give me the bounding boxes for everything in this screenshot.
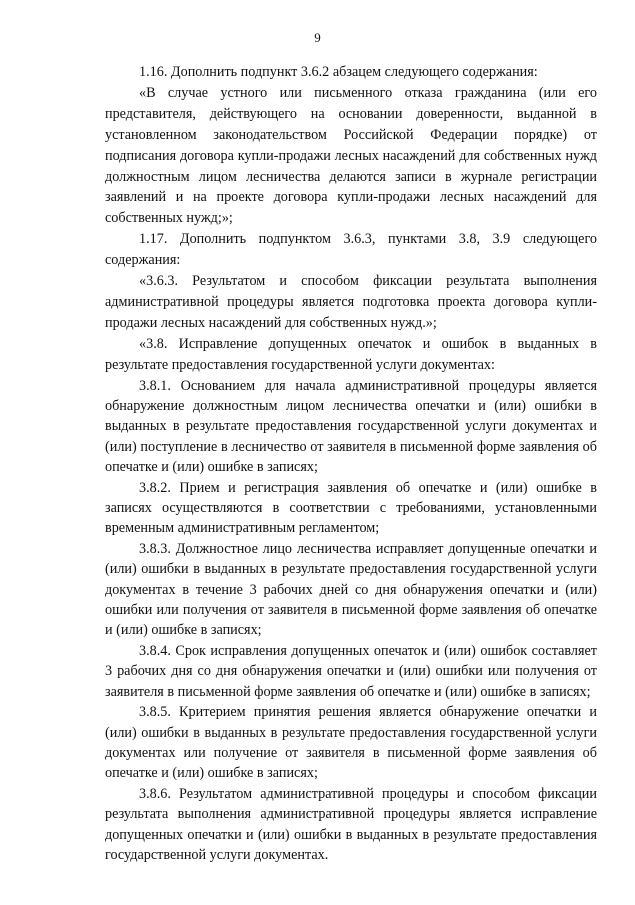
paragraph-3-8-6: 3.8.6. Результатом административной процедуры и способом фиксации результата выполнения административной процедуры является исправление допущенных опечатки и (или) ошибки в выданных в результате предоставления государственной услуги документах. [105,785,597,863]
paragraph-3-8-1: 3.8.1. Основанием для начала административной процедуры является обнаружение должностным лицом лесничества опечатки и (или) ошибки в выданных в результате предоставления государственной услуги документах и (или) поступление в лесничество от заявителя в письменной форме заявления об опечатке и (или) ошибке в записях; [105,377,597,476]
paragraph-1-16-intro: 1.16. Дополнить подпункт 3.6.2 абзацем следующего содержания: [139,64,538,80]
document-body [105,62,597,865]
paragraph-quote-refusal: «В случае устного или письменного отказа гражданина (или его представителя, действующего на основании доверенности, выданной в установленном законодательством Российской Федерации порядке) от подписания договора купли-продажи лесных насаждений для собственных нужд должностным лицом лесничества делаются записи в журнале регистрации заявлений и на проекте договора купли-продажи лесных насаждений для собственных нужд;»; [105,84,597,227]
page-number: 9 [314,30,321,45]
paragraph-3-6-3: «3.6.3. Результатом и способом фиксации результата выполнения административной процедуры является подготовка проекта договора купли-продажи лесных насаждений для собственных нужд.»; [105,273,597,331]
paragraph-3-8: «3.8. Исправление допущенных опечаток и ошибок в выданных в результате предоставления государственной услуги документах: [105,335,597,373]
paragraph-3-8-5: 3.8.5. Критерием принятия решения является обнаружение опечатки и (или) ошибки в выданных в результате предоставления государственной услуги документах или получение от заявителя в письменной форме заявления об опечатке и (или) ошибке в записях; [105,704,597,782]
paragraph-3-8-4: 3.8.4. Срок исправления допущенных опечаток и (или) ошибок составляет 3 рабочих дня со дня обнаружения опечатки и (или) ошибки или получения от заявителя в письменной форме заявления об опечатке и (или) ошибке в записях; [105,642,597,700]
paragraph-3-8-3: 3.8.3. Должностное лицо лесничества исправляет допущенные опечатки и (или) ошибки в выданных в результате предоставления государственной услуги документах в течение 3 рабочих дней со дня обнаружения опечатки и (или) ошибки или получения от заявителя в письменной форме заявления об опечатке и (или) ошибке в записях; [105,540,597,639]
paragraph-3-8-2: 3.8.2. Прием и регистрация заявления об опечатке и (или) ошибке в записях осуществляются в соответствии с требованиями, установленными временным административным регламентом; [105,479,597,537]
paragraph-1-17-intro: 1.17. Дополнить подпунктом 3.6.3, пунктами 3.8, 3.9 следующего содержания: [105,231,597,269]
